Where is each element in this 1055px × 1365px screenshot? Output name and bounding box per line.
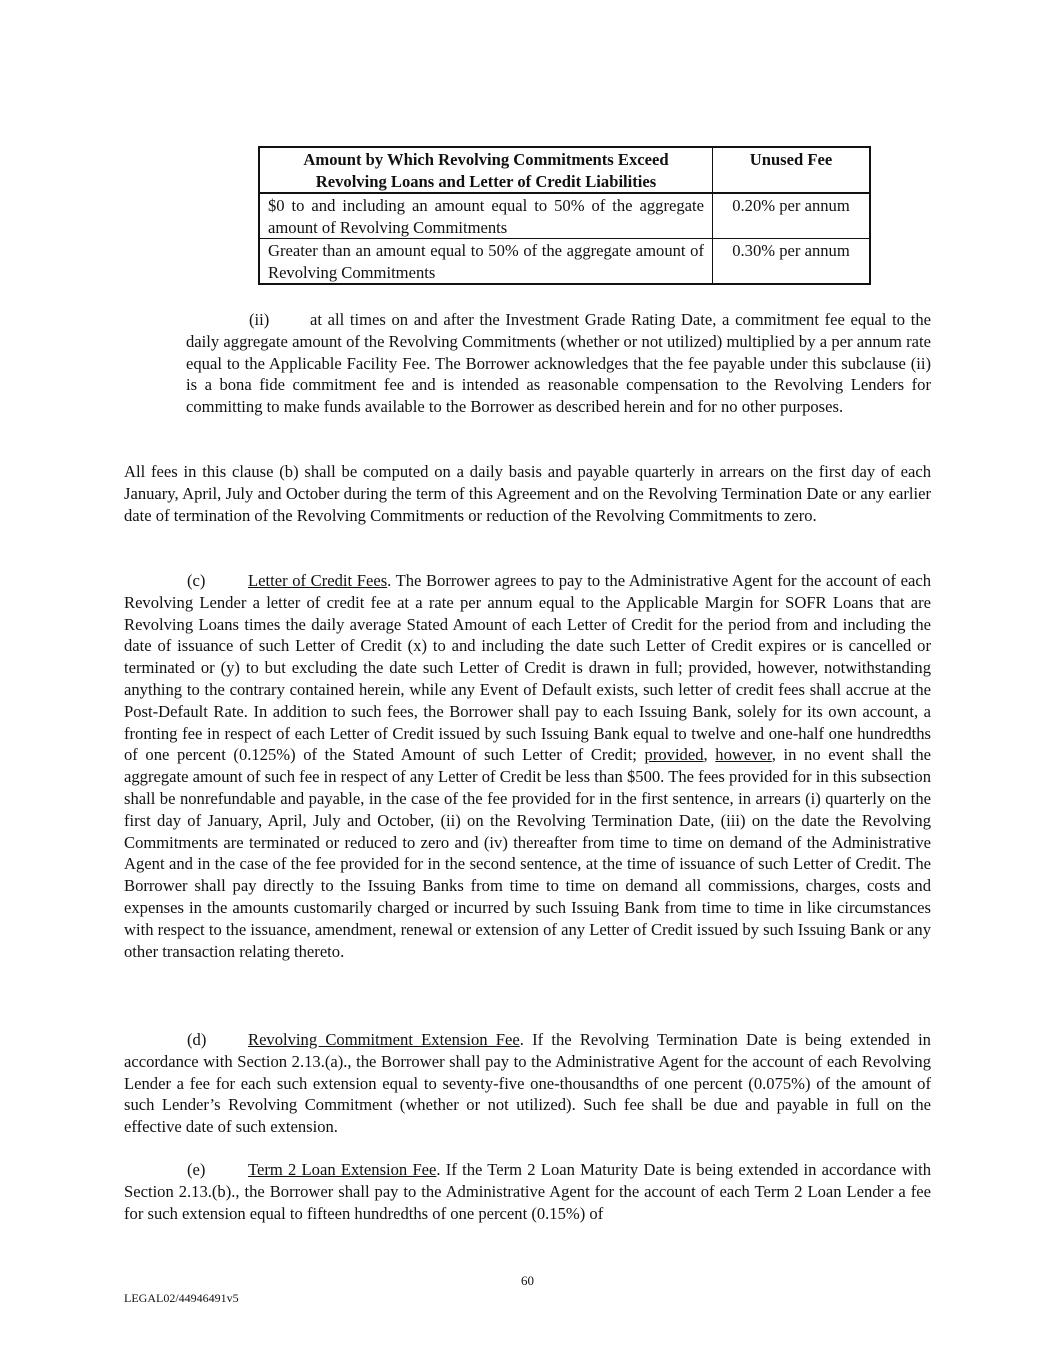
section-number: (e): [187, 1160, 206, 1179]
section-heading: Revolving Commitment Extension Fee: [248, 1030, 520, 1049]
section-text: . The Borrower agrees to pay to the Administrative Agent for the account of each Revolving Lender a letter of credit fee at a rate per annum equal to the Applicable Margin for SOFR Loans that are Revolving Loans times the daily average Stated Amount of each Letter of Credit for the period from and including the date of issuance of such Letter of Credit (x) to and including the date such Letter of Credit expires or is cancelled or terminated or (y) to but excluding the date such Letter of Credit is drawn in full; provided, however, notwithstanding anything to the contrary contained herein, while any Event of Default exists, such letter of credit fees shall accrue at the Post-Default Rate. In addition to such fees, the Borrower shall pay to each Issuing Bank, solely for its own account, a fronting fee in respect of each Letter of Credit issued by such Issuing Bank equal to twelve and one-half one hundredths of one percent (0.125%) of the Stated Amount of such Letter of Credit;: [124, 571, 931, 765]
clause-text: at all times on and after the Investment Grade Rating Date, a commitment fee equal to the daily aggregate amount of the Revolving Commitments (whether or not utilized) multiplied by a per annum rate equal to the Applicable Facility Fee. The Borrower acknowledges that the fee payable under this subclause (ii) is a bona fide commitment fee and is intended as reasonable compensation to the Revolving Lenders for committing to make funds available to the Borrower as described herein and for no other purposes.: [186, 310, 931, 417]
section-text: . If the Term 2 Loan Maturity Date is being extended in accordance with Section 2.13.(b)., the Borrower shall pay to the Administrative Agent for the account of each Term 2 Loan Lender a fee for such extension equal to fifteen hundredths of one percent (0.15%) of: [124, 1160, 931, 1223]
section-number: (d): [187, 1030, 207, 1049]
table-row: [259, 239, 870, 285]
table-header: Unused Fee: [713, 147, 871, 193]
page-number: 60: [521, 1273, 534, 1288]
table-cell: 0.20% per annum: [713, 193, 871, 239]
section-number: (c): [187, 571, 206, 590]
unused-fee-table: [258, 146, 871, 285]
section-d: [124, 1029, 931, 1138]
section-e: [124, 1159, 931, 1224]
document-id-footer: LEGAL02/44946491v5: [124, 1291, 239, 1305]
section-text: , in no event shall the aggregate amount of such fee in respect of any Letter of Credit be less than $500. The fees provided for in this subsection shall be nonrefundable and payable, in the case of the fee provided for in the first sentence, in arrears (i) quarterly on the first day of January, April, July and October, (ii) on the Revolving Termination Date, (iii) on the date the Revolving Commitments are terminated or reduced to zero and (iv) thereafter from time to time on demand of the Administrative Agent and in the case of the fee provided for in the second sentence, at the time of issuance of such Letter of Credit. The Borrower shall pay directly to the Issuing Banks from time to time on demand all commissions, charges, costs and expenses in the amounts customarily charged or incurred by such Issuing Bank from time to time in like circumstances with respect to the issuance, amendment, renewal or extension of any Letter of Credit issued by such Issuing Bank or any other transaction relating thereto.: [124, 745, 931, 961]
clause-number: (ii): [249, 310, 270, 329]
table-header-row: [259, 147, 870, 193]
table-cell: 0.30% per annum: [713, 239, 871, 285]
separator: ,: [703, 745, 716, 765]
table-cell: $0 to and including an amount equal to 50% of the aggregate amount of Revolving Commitments: [259, 193, 713, 239]
section-heading: Letter of Credit Fees: [248, 571, 388, 590]
subclause-ii: [186, 309, 931, 418]
table-header: Amount by Which Revolving Commitments Exceed Revolving Loans and Letter of Credit Liabilities: [259, 147, 713, 193]
section-c: [124, 570, 931, 962]
table-cell: Greater than an amount equal to 50% of the aggregate amount of Revolving Commitments: [259, 239, 713, 285]
section-text: . If the Revolving Termination Date is being extended in accordance with Section 2.13.(a)., the Borrower shall pay to the Administrative Agent for the account of each Revolving Lender a fee for each such extension equal to seventy-five one-thousandths of one percent (0.075%) of the amount of such Lender’s Revolving Commitment (whether or not utilized). Such fee shall be due and payable in full on the effective date of such extension.: [124, 1030, 931, 1137]
table-row: [259, 193, 870, 239]
all-fees-paragraph: All fees in this clause (b) shall be computed on a daily basis and payable quarterly in arrears on the first day of each January, April, July and October during the term of this Agreement and on the Revolving Termination Date or any earlier date of termination of the Revolving Commitments or reduction of the Revolving Commitments to zero.: [124, 462, 931, 525]
however-term: however: [715, 745, 772, 765]
section-heading: Term 2 Loan Extension Fee: [248, 1160, 437, 1179]
provided-term: provided: [644, 745, 704, 765]
